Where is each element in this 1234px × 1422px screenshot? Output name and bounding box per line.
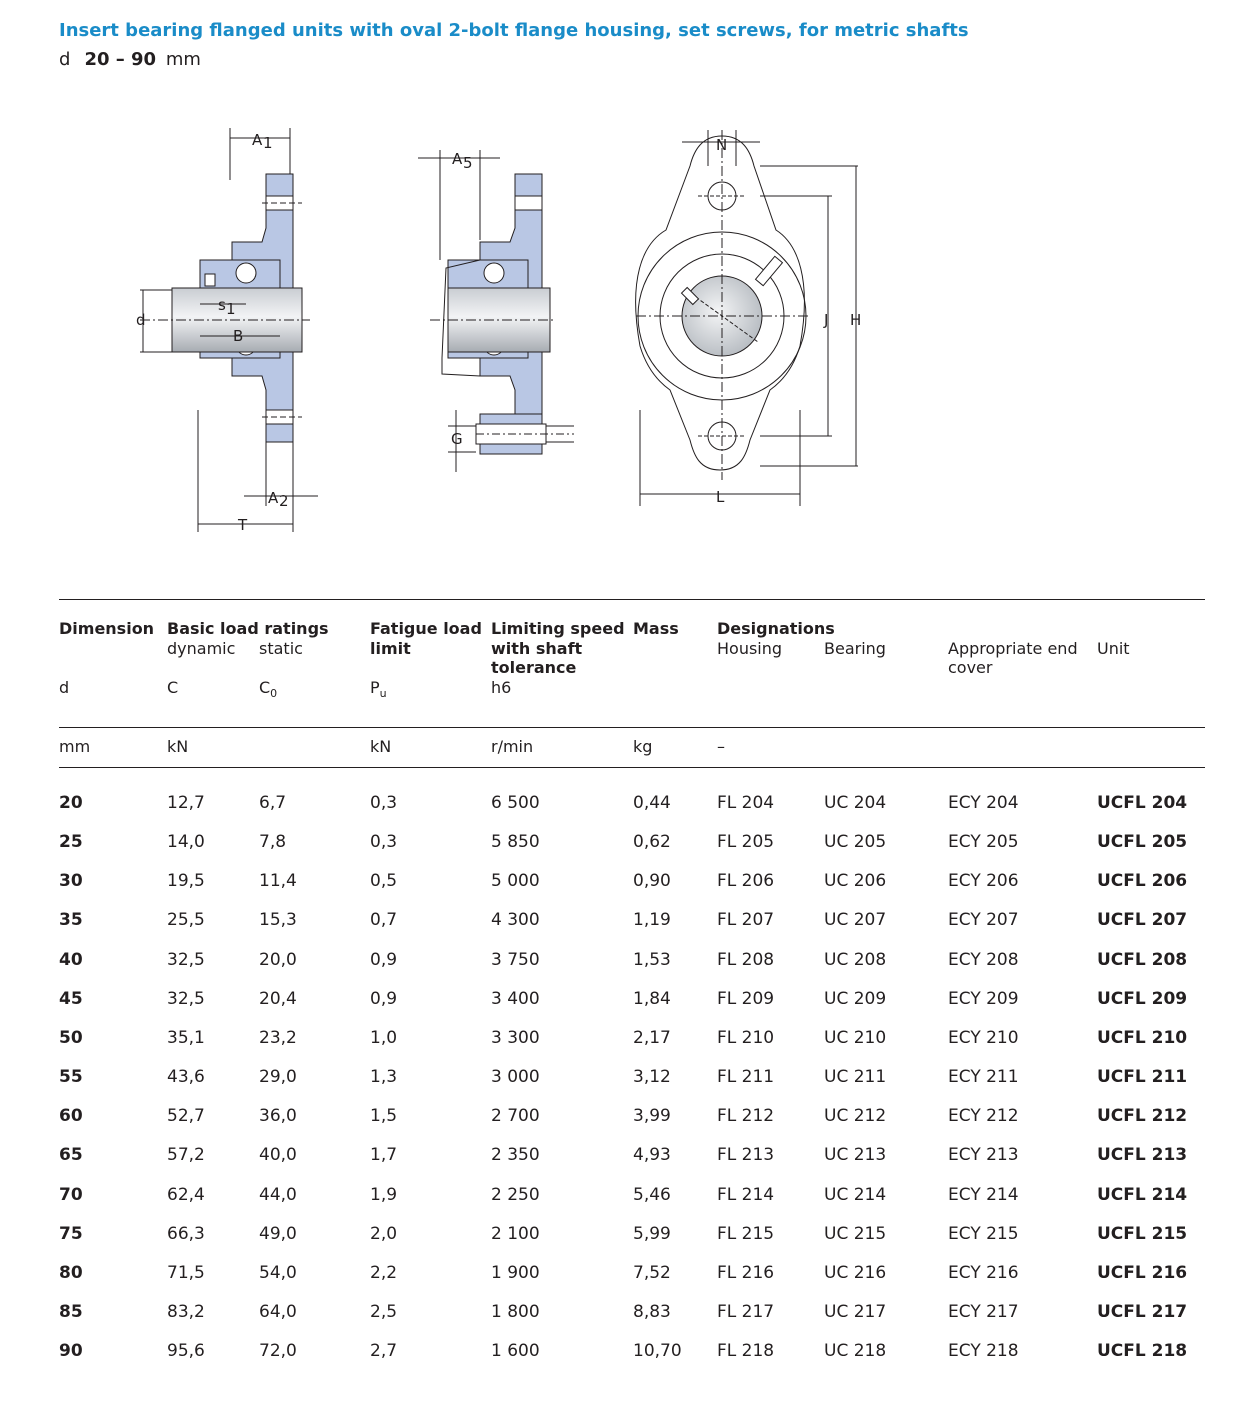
cell-c0: 6,7 [259,793,287,813]
cell-mass: 1,19 [633,910,671,930]
table-row [0,950,1234,989]
cell-speed: 6 500 [491,793,540,813]
cell-housing: FL 210 [717,1028,775,1048]
cell-housing: FL 211 [717,1067,775,1087]
cell-d: 80 [59,1263,83,1283]
cell-d: 75 [59,1224,83,1244]
cell-bearing: UC 212 [824,1106,887,1126]
cell-unit: UCFL 208 [1097,950,1188,970]
cell-pu: 1,7 [370,1145,398,1165]
cell-c: 83,2 [167,1302,205,1322]
cell-speed: 1 600 [491,1341,540,1361]
cell-unit: UCFL 210 [1097,1028,1188,1048]
dim-label-j: J [824,311,829,329]
header-unit: Unit [1097,639,1130,658]
front-view [636,130,862,506]
cell-speed: 2 250 [491,1185,540,1205]
diameter-range-value: 20 – 90 [84,49,157,70]
cell-pu: 0,3 [370,832,398,852]
cell-cover: ECY 211 [948,1067,1019,1087]
cell-pu: 0,7 [370,910,398,930]
cell-housing: FL 205 [717,832,775,852]
cell-cover: ECY 215 [948,1224,1019,1244]
cell-housing: FL 207 [717,910,775,930]
symbol-pu-main: P [370,678,380,697]
cell-unit: UCFL 215 [1097,1224,1188,1244]
cell-c0: 29,0 [259,1067,297,1087]
cell-bearing: UC 211 [824,1067,887,1087]
side-section-view [136,128,318,534]
cell-cover: ECY 207 [948,910,1019,930]
cell-d: 20 [59,793,83,813]
cell-housing: FL 214 [717,1185,775,1205]
cell-c0: 54,0 [259,1263,297,1283]
header-bottom-rule [59,767,1205,768]
header-cover-line1: Appropriate end [948,639,1078,658]
header-dimension: Dimension [59,619,155,638]
cell-pu: 1,9 [370,1185,398,1205]
cell-bearing: UC 213 [824,1145,887,1165]
header-bearing: Bearing [824,639,886,658]
page-title: Insert bearing flanged units with oval 2-bolt flange housing, set screws, for metric shafts [59,20,969,41]
cell-unit: UCFL 205 [1097,832,1188,852]
table-row [0,1302,1234,1341]
cell-d: 65 [59,1145,83,1165]
cell-speed: 5 850 [491,832,540,852]
header-basic-load-ratings: Basic load ratings [167,619,329,638]
cell-cover: ECY 204 [948,793,1019,813]
cell-c0: 44,0 [259,1185,297,1205]
cell-pu: 1,0 [370,1028,398,1048]
cell-speed: 3 400 [491,989,540,1009]
cell-mass: 1,84 [633,989,671,1009]
cell-housing: FL 208 [717,950,775,970]
cell-bearing: UC 204 [824,793,887,813]
cell-speed: 3 300 [491,1028,540,1048]
cell-c0: 7,8 [259,832,287,852]
dim-label-d: d [136,311,146,329]
cell-mass: 3,12 [633,1067,671,1087]
cell-mass: 8,83 [633,1302,671,1322]
cell-c0: 49,0 [259,1224,297,1244]
cell-unit: UCFL 217 [1097,1302,1188,1322]
cell-mass: 1,53 [633,950,671,970]
cell-housing: FL 216 [717,1263,775,1283]
cell-unit: UCFL 214 [1097,1185,1188,1205]
cell-c: 19,5 [167,871,205,891]
cell-mass: 0,44 [633,793,671,813]
dim-label-s1: s [218,296,226,314]
cell-c0: 11,4 [259,871,297,891]
cell-cover: ECY 212 [948,1106,1019,1126]
symbol-c0-main: C [259,678,271,697]
end-cover-section-view [418,150,574,472]
table-row [0,989,1234,1028]
cell-speed: 1 800 [491,1302,540,1322]
drawings-svg [0,110,1234,550]
cell-pu: 0,9 [370,950,398,970]
cell-c: 52,7 [167,1106,205,1126]
dim-label-s1-sub: 1 [226,300,236,318]
cell-housing: FL 213 [717,1145,775,1165]
cell-bearing: UC 210 [824,1028,887,1048]
header-housing: Housing [717,639,783,658]
cell-speed: 2 700 [491,1106,540,1126]
cell-speed: 2 350 [491,1145,540,1165]
cell-mass: 0,62 [633,832,671,852]
cell-d: 55 [59,1067,83,1087]
cell-housing: FL 204 [717,793,775,813]
cell-c: 14,0 [167,832,205,852]
dim-label-a2-sub: 2 [279,492,289,510]
cell-d: 85 [59,1302,83,1322]
cell-c0: 36,0 [259,1106,297,1126]
dim-label-b: B [233,327,244,345]
header-dynamic: dynamic [167,639,236,658]
header-designations: Designations [717,619,835,638]
cell-cover: ECY 218 [948,1341,1019,1361]
cell-cover: ECY 217 [948,1302,1019,1322]
cell-d: 45 [59,989,83,1009]
cell-mass: 3,99 [633,1106,671,1126]
cell-cover: ECY 213 [948,1145,1019,1165]
diameter-symbol: d [59,49,71,70]
cell-d: 30 [59,871,83,891]
cell-c: 95,6 [167,1341,205,1361]
cell-d: 70 [59,1185,83,1205]
symbol-c0-sub: 0 [270,687,278,701]
table-row [0,1185,1234,1224]
unit-kn-load: kN [167,737,189,756]
cell-c0: 64,0 [259,1302,297,1322]
dim-label-a2: A [268,489,279,507]
cell-bearing: UC 206 [824,871,887,891]
cell-c: 57,2 [167,1145,205,1165]
cell-housing: FL 209 [717,989,775,1009]
cell-speed: 3 000 [491,1067,540,1087]
cell-cover: ECY 209 [948,989,1019,1009]
cell-mass: 2,17 [633,1028,671,1048]
cell-mass: 10,70 [633,1341,682,1361]
cell-bearing: UC 205 [824,832,887,852]
cell-mass: 5,46 [633,1185,671,1205]
cell-cover: ECY 216 [948,1263,1019,1283]
dim-label-a1: A [252,131,263,149]
table-row [0,1145,1234,1184]
diameter-unit: mm [165,49,201,70]
cell-d: 60 [59,1106,83,1126]
cell-unit: UCFL 207 [1097,910,1188,930]
cell-c0: 20,0 [259,950,297,970]
cell-bearing: UC 215 [824,1224,887,1244]
header-mass: Mass [633,619,679,638]
header-fatigue-line2: limit [370,639,411,658]
table-row [0,1341,1234,1380]
cell-c: 43,6 [167,1067,205,1087]
cell-housing: FL 212 [717,1106,775,1126]
symbol-h6: h6 [491,678,512,697]
cell-c: 66,3 [167,1224,205,1244]
cell-pu: 0,3 [370,793,398,813]
cell-mass: 4,93 [633,1145,671,1165]
cell-cover: ECY 210 [948,1028,1019,1048]
cell-c: 32,5 [167,989,205,1009]
header-speed-line3: tolerance [491,658,577,677]
cell-mass: 0,90 [633,871,671,891]
cell-unit: UCFL 218 [1097,1341,1188,1361]
cell-mass: 7,52 [633,1263,671,1283]
symbol-pu [370,678,387,703]
cell-c0: 15,3 [259,910,297,930]
table-top-rule [59,599,1205,600]
cell-cover: ECY 208 [948,950,1019,970]
dim-label-g: G [451,430,463,448]
cell-unit: UCFL 212 [1097,1106,1188,1126]
header-speed-line2: with shaft [491,639,583,658]
cell-speed: 4 300 [491,910,540,930]
dim-label-a5: A [452,150,463,168]
cell-c: 25,5 [167,910,205,930]
dim-label-l: L [716,488,725,506]
cell-unit: UCFL 213 [1097,1145,1188,1165]
cell-pu: 2,2 [370,1263,398,1283]
unit-dash: – [717,737,725,756]
cell-c: 71,5 [167,1263,205,1283]
technical-drawings [0,110,1234,550]
cell-pu: 1,5 [370,1106,398,1126]
table-row [0,1028,1234,1067]
cell-d: 90 [59,1341,83,1361]
cell-d: 40 [59,950,83,970]
symbol-c0 [259,678,277,703]
cell-bearing: UC 207 [824,910,887,930]
cell-c0: 23,2 [259,1028,297,1048]
header-fatigue-line1: Fatigue load [370,619,482,638]
table-row [0,832,1234,871]
cell-c0: 40,0 [259,1145,297,1165]
cell-housing: FL 215 [717,1224,775,1244]
cell-pu: 0,5 [370,871,398,891]
header-cover-line2: cover [948,658,993,677]
cell-c0: 20,4 [259,989,297,1009]
header-mid-rule [59,727,1205,728]
cell-d: 35 [59,910,83,930]
cell-housing: FL 217 [717,1302,775,1322]
cell-housing: FL 218 [717,1341,775,1361]
dim-label-a1-sub: 1 [263,134,273,152]
cell-pu: 2,7 [370,1341,398,1361]
cell-cover: ECY 214 [948,1185,1019,1205]
cell-d: 25 [59,832,83,852]
cell-unit: UCFL 204 [1097,793,1188,813]
dim-label-t: T [238,516,248,534]
symbol-pu-sub: u [379,687,387,701]
cell-bearing: UC 218 [824,1341,887,1361]
cell-mass: 5,99 [633,1224,671,1244]
cell-unit: UCFL 211 [1097,1067,1188,1087]
diameter-range [59,49,201,70]
cell-c: 12,7 [167,793,205,813]
cell-pu: 1,3 [370,1067,398,1087]
table-row [0,1067,1234,1106]
table-row [0,1224,1234,1263]
cell-speed: 3 750 [491,950,540,970]
table-row [0,793,1234,832]
cell-unit: UCFL 216 [1097,1263,1188,1283]
cell-pu: 2,0 [370,1224,398,1244]
unit-kn-fatigue: kN [370,737,392,756]
unit-mm: mm [59,737,91,756]
dim-label-h: H [850,311,862,329]
cell-bearing: UC 216 [824,1263,887,1283]
cell-speed: 5 000 [491,871,540,891]
cell-unit: UCFL 209 [1097,989,1188,1009]
cell-bearing: UC 209 [824,989,887,1009]
symbol-d: d [59,678,70,697]
cell-unit: UCFL 206 [1097,871,1188,891]
cell-c: 32,5 [167,950,205,970]
cell-c: 62,4 [167,1185,205,1205]
cell-pu: 0,9 [370,989,398,1009]
header-static: static [259,639,303,658]
header-speed-line1: Limiting speed [491,619,625,638]
dim-label-a5-sub: 5 [463,154,473,172]
cell-pu: 2,5 [370,1302,398,1322]
cell-bearing: UC 214 [824,1185,887,1205]
cell-c: 35,1 [167,1028,205,1048]
cell-bearing: UC 208 [824,950,887,970]
unit-kg: kg [633,737,653,756]
table-row [0,1263,1234,1302]
unit-rpm: r/min [491,737,534,756]
table-row [0,1106,1234,1145]
cell-speed: 1 900 [491,1263,540,1283]
cell-speed: 2 100 [491,1224,540,1244]
cell-bearing: UC 217 [824,1302,887,1322]
table-row [0,871,1234,910]
cell-c0: 72,0 [259,1341,297,1361]
cell-housing: FL 206 [717,871,775,891]
cell-d: 50 [59,1028,83,1048]
symbol-c: C [167,678,179,697]
cell-cover: ECY 206 [948,871,1019,891]
dim-label-n: N [716,136,728,154]
cell-cover: ECY 205 [948,832,1019,852]
table-row [0,910,1234,949]
